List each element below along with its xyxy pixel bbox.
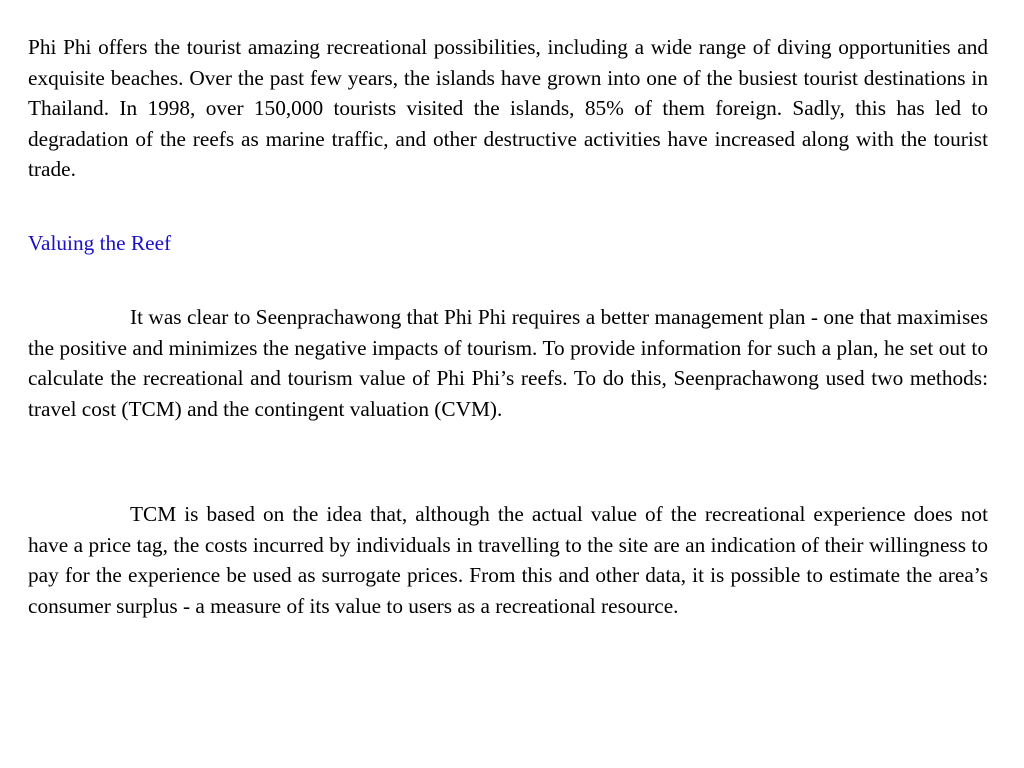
section-heading: Valuing the Reef bbox=[28, 231, 172, 255]
body-paragraph-methods: It was clear to Seenprachawong that Phi Phi requires a better management plan - one that maximises the positive and minimizes the negative impacts of tourism. To provide information for such a plan, he set out to calculate the recreational and tourism value of Phi Phi’s reefs. To do this, Seenprachawong used two methods: travel cost (TCM) and the contingent valuation (CVM). bbox=[28, 305, 988, 421]
intro-paragraph: Phi Phi offers the tourist amazing recreational possibilities, including a wide range of diving opportunities and exquisite beaches. Over the past few years, the islands have grown into one of the busiest tourist destinations in Thailand. In 1998, over 150,000 tourists visited the islands, 85% of them foreign. Sadly, this has led to degradation of the reefs as marine traffic, and other destructive activities have increased along with the tourist trade. bbox=[28, 35, 988, 182]
body-paragraph-tcm: TCM is based on the idea that, although the actual value of the recreational experience does not have a price tag, the costs incurred by individuals in travelling to the site are an indication of their willingness to pay for the experience be used as surrogate prices. From this and other data, it is possible to estimate the area’s consumer surplus - a measure of its value to users as a recreational resource. bbox=[28, 502, 988, 618]
